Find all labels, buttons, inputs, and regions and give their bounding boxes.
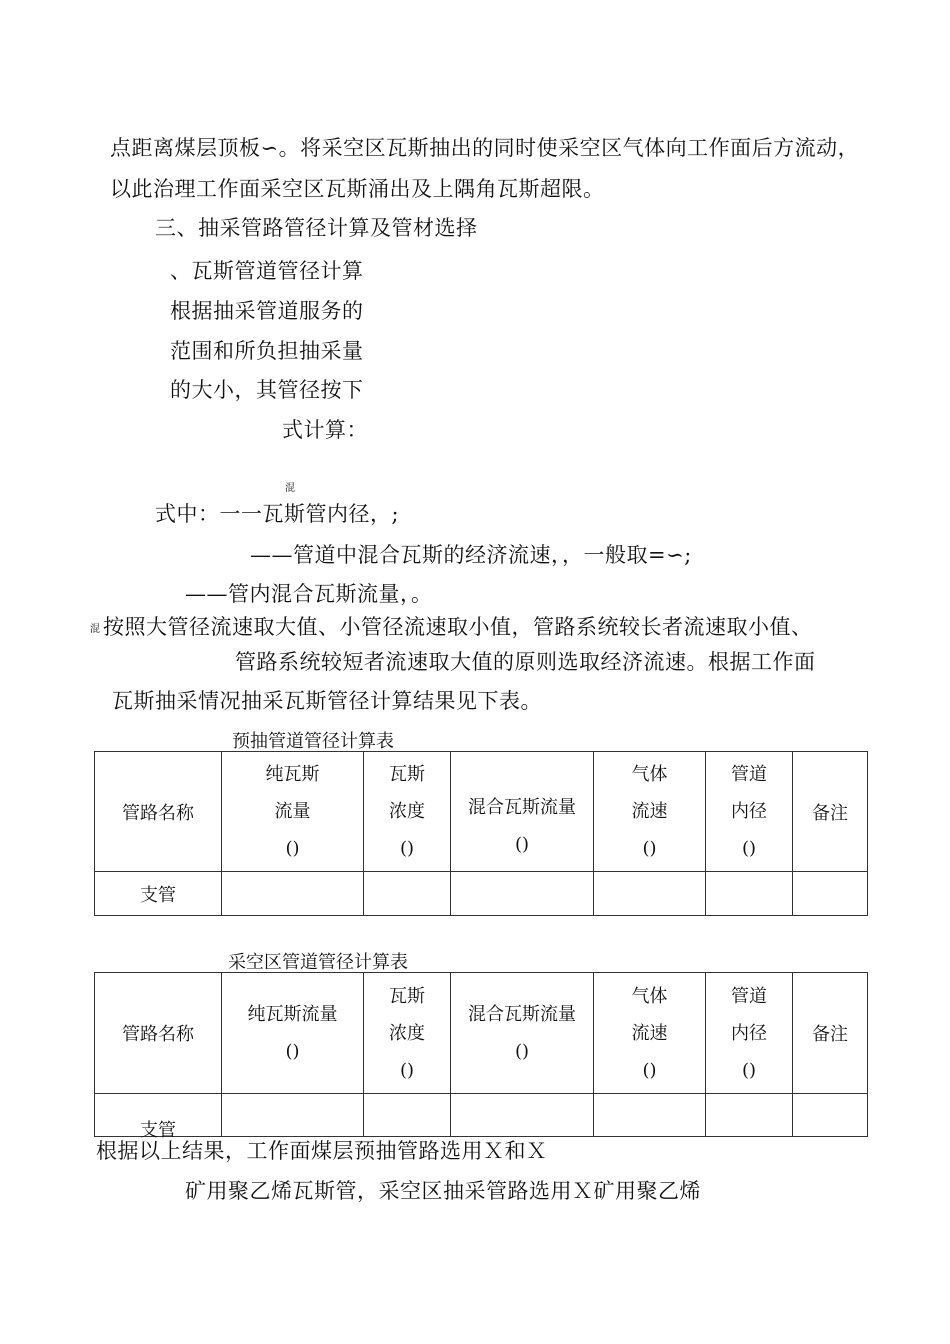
table-cell (222, 1094, 364, 1137)
table-cell (364, 1094, 451, 1137)
header-unit: () (285, 1041, 300, 1062)
body-line-5: 根据抽采管道服务的 (170, 299, 364, 323)
header-concentration (364, 973, 451, 1094)
table-cell (706, 872, 793, 916)
header-pipe-name: 管路名称 (95, 752, 222, 872)
definition-diameter: 式中：一一瓦斯管内径，; (155, 502, 400, 526)
rule-line-3: 瓦斯抽采情况抽采瓦斯管径计算结果见下表。 (112, 689, 542, 713)
section-heading: 三、抽采管路管径计算及管材选择 (155, 216, 478, 240)
header-text: 管道 (731, 764, 767, 785)
table-cell (594, 872, 706, 916)
header-text: 瓦斯 (389, 764, 425, 785)
header-text: 浓度 (389, 801, 425, 822)
header-unit: () (642, 838, 657, 859)
header-unit: () (642, 1059, 657, 1081)
table-cell (451, 872, 594, 916)
header-velocity (594, 752, 706, 872)
header-unit: () (741, 1059, 757, 1081)
table1-caption: 预抽管道管径计算表 (232, 731, 394, 752)
header-text: 管道 (731, 985, 767, 1007)
definition-velocity: ——管道中混合瓦斯的经济流速，，一般取=∽; (250, 543, 692, 567)
table2-caption: 采空区管道管径计算表 (228, 952, 408, 973)
formula-note: 混 (285, 483, 295, 494)
header-pure-flow (222, 973, 364, 1094)
table-cell (451, 1094, 594, 1137)
table-header-row (95, 973, 868, 1094)
header-velocity (594, 973, 706, 1094)
subsection-heading: 、瓦斯管道管径计算 (170, 259, 364, 283)
row-label: 支管 (95, 872, 222, 916)
header-text: 气体 (631, 764, 668, 785)
body-line-7: 的大小，其管径按下 (170, 378, 364, 402)
table-cell (793, 1094, 868, 1137)
header-text: 流量 (274, 801, 311, 822)
header-text: 纯瓦斯流量 (247, 1004, 338, 1025)
header-text: 纯瓦斯 (265, 764, 320, 785)
header-text: 气体 (631, 985, 668, 1007)
body-line-8: 式计算： (282, 418, 368, 442)
row-label-text: 支管 (140, 1120, 176, 1141)
body-line-2: 以此治理工作面采空区瓦斯涌出及上隅角瓦斯超限。 (110, 177, 605, 201)
definition-flow: ——管内混合瓦斯流量，。 (185, 582, 433, 606)
conclusion-line-2: 矿用聚乙烯瓦斯管，采空区抽采管路选用Ｘ矿用聚乙烯 (185, 1179, 701, 1203)
header-unit: () (514, 1041, 530, 1062)
header-text: 流速 (631, 801, 668, 822)
table-row (95, 872, 868, 916)
body-line-6: 范围和所负担抽采量 (170, 339, 364, 363)
header-text: 混合瓦斯流量 (468, 1004, 576, 1025)
header-unit: () (399, 838, 415, 859)
header-text: 内径 (731, 1022, 767, 1044)
table-row (95, 1094, 868, 1137)
header-text: 瓦斯 (389, 985, 425, 1007)
header-mixed-flow (451, 973, 594, 1094)
header-text: 流速 (631, 1022, 668, 1044)
row-label (95, 1094, 222, 1141)
table-cell (222, 872, 364, 916)
conclusion-line-1: 根据以上结果，工作面煤层预抽管路选用Ｘ和Ｘ (96, 1139, 548, 1163)
rule-line-2: 管路系统较短者流速取大值的原则选取经济流速。根据工作面 (235, 650, 816, 674)
body-line-1: 点距离煤层顶板∽。将采空区瓦斯抽出的同时使采空区气体向工作面后方流动， (110, 136, 860, 160)
header-pure-flow (222, 752, 364, 872)
table-cell (364, 872, 451, 916)
header-text: 混合瓦斯流量 (468, 796, 576, 818)
header-mixed-flow (451, 752, 594, 872)
header-unit: () (741, 838, 757, 859)
header-unit: () (514, 833, 530, 855)
header-diameter (706, 752, 793, 872)
table-preextraction (94, 751, 868, 916)
table-header-row (95, 752, 868, 872)
table-cell (594, 1094, 706, 1137)
rule-prefix: 混 (90, 624, 100, 635)
header-diameter (706, 973, 793, 1094)
rule-line-1: 按照大管径流速取大值、小管径流速取小值，管路系统较长者流速取小值、 (103, 615, 813, 639)
table-cell (706, 1094, 793, 1137)
header-unit: () (285, 838, 300, 859)
header-remark: 备注 (793, 752, 868, 872)
table-goaf (94, 972, 868, 1141)
header-unit: () (399, 1059, 415, 1081)
header-remark: 备注 (793, 973, 868, 1094)
header-text: 浓度 (389, 1022, 425, 1044)
table-cell (793, 872, 868, 916)
header-text: 内径 (731, 801, 767, 822)
header-pipe-name: 管路名称 (95, 973, 222, 1094)
header-concentration (364, 752, 451, 872)
